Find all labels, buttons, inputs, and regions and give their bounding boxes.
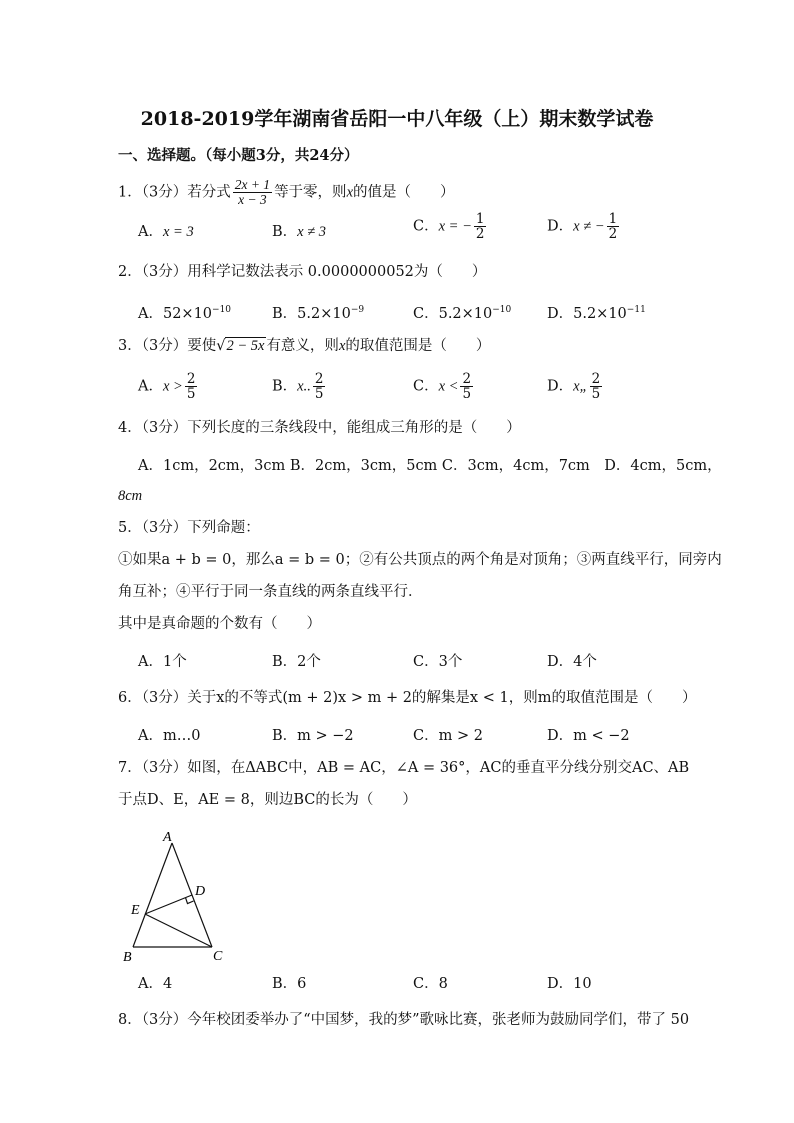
question-3-stem: 3．（3分）要使√2 − 5x 有意义，则x的取值范围是（ ）: [118, 338, 491, 354]
exam-title: 2018-2019学年湖南省岳阳一中八年级（上）期末数学试卷: [140, 108, 654, 130]
section-heading: 一、选择题。（每小题3分，共24分）: [118, 147, 359, 164]
question-2-option-d: D．$5.2\times 10^{-11}$: [547, 305, 646, 322]
question-7-option-b: B．6: [272, 976, 307, 992]
question-1-stem: 1．（3分）若分式 $\frac{2x + 1}{x - 3}$ 等于零，则x的值是（ ）: [118, 177, 455, 208]
question-4-options-wrap: 8cm: [118, 488, 143, 504]
question-6-stem: 6．（3分）关于x的不等式(m + 2)x > m + 2的解集是x < 1，则m的取值范围是（ ）: [118, 690, 697, 706]
segment-ec: [145, 914, 212, 947]
question-3-option-a: A．x > $\frac{2}{5}$: [138, 371, 196, 403]
question-2-option-a: A．$52\times 10^{-10}$: [138, 305, 232, 322]
question-3-option-c: C．x < $\frac{2}{5}$: [413, 371, 472, 403]
vertex-label-c: C: [213, 949, 223, 964]
question-1-option-b: B．x ≠ 3: [272, 224, 327, 240]
question-2-stem: 2．（3分）用科学记数法表示 0.0000000052为（ ）: [118, 264, 487, 280]
question-2-option-c: C．$5.2\times 10^{-10}$: [413, 305, 512, 322]
vertex-label-a: A: [163, 830, 172, 845]
question-1-option-a: A．x = 3: [138, 224, 194, 240]
question-7-option-a: A．4: [138, 976, 173, 992]
square-root: √2 − 5x: [216, 338, 265, 354]
question-5-option-d: D．4个: [547, 654, 597, 670]
right-angle-mark: [186, 898, 194, 904]
question-5-text-2: 角互补；④平行于同一条直线的两条直线平行．: [118, 584, 423, 600]
question-5-stem: 5．（3分）下列命题：: [118, 520, 260, 536]
question-3-option-d: D．x„ $\frac{2}{5}$: [547, 371, 601, 403]
question-1-option-c: C．x = − $\frac{1}{2}$: [413, 211, 485, 243]
question-6-option-c: C．m > 2: [413, 728, 483, 744]
triangle-figure: [120, 828, 230, 968]
question-4-stem: 4．（3分）下列长度的三条线段中，能组成三角形的是（ ）: [118, 420, 521, 436]
question-1-option-d: D．x ≠ − $\frac{1}{2}$: [547, 211, 618, 243]
question-5-text-1: ①如果a + b = 0，那么a = b = 0；②有公共顶点的两个角是对顶角；③两直线平行，同旁内: [118, 552, 722, 568]
question-5-option-b: B．2个: [272, 654, 321, 670]
question-7-option-c: C．8: [413, 976, 448, 992]
question-8-text-1: 8．（3分）今年校团委举办了“中国梦，我的梦”歌咏比赛，张老师为鼓励同学们，带了 50: [118, 1012, 690, 1028]
question-5-option-a: A．1个: [138, 654, 187, 670]
question-6-option-d: D．m < −2: [547, 728, 630, 744]
question-7-option-d: D．10: [547, 976, 592, 992]
question-5-option-c: C．3个: [413, 654, 463, 670]
question-7-text-2: 于点D、E，AE = 8，则边BC的长为（ ）: [118, 792, 417, 808]
fraction: $\frac{2x + 1}{x - 3}$: [234, 177, 271, 208]
question-5-text-3: 其中是真命题的个数有（ ）: [118, 616, 321, 632]
question-4-options: A．1cm，2cm，3cm B．2cm，3cm，5cm C．3cm，4cm，7cm D．4cm，5cm，: [138, 458, 722, 474]
question-2-option-b: B．$5.2\times 10^{-9}$: [272, 305, 365, 322]
question-6-option-a: A．m…0: [138, 728, 201, 744]
question-6-option-b: B．m > −2: [272, 728, 354, 744]
question-7-text-1: 7．（3分）如图，在ΔABC中，AB = AC，∠A = 36°，AC的垂直平分线分别交AC、AB: [118, 760, 690, 776]
point-label-e: E: [131, 903, 140, 918]
question-3-option-b: B．x.. $\frac{2}{5}$: [272, 371, 324, 403]
vertex-label-b: B: [123, 950, 132, 965]
point-label-d: D: [195, 884, 206, 899]
side-ab: [133, 843, 172, 947]
